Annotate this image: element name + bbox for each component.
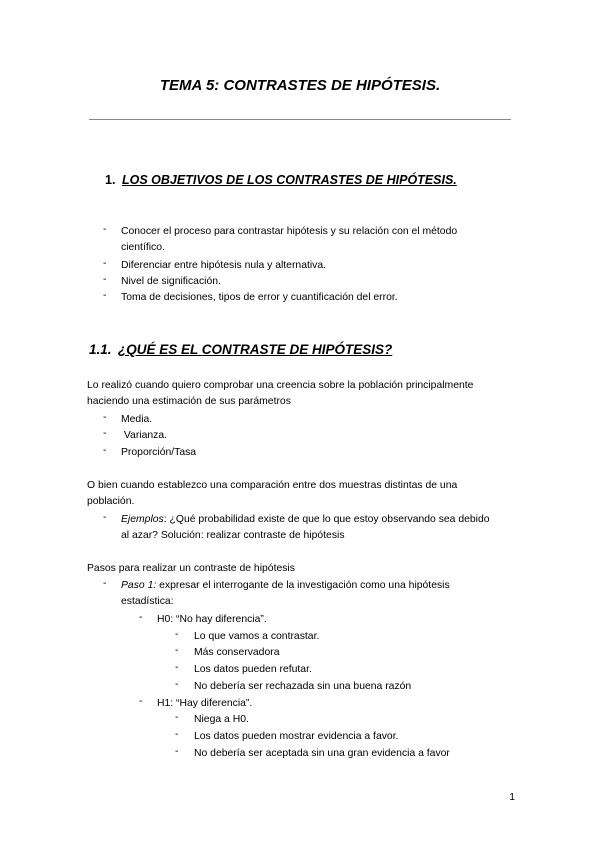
paragraph-2-line2: población. — [87, 496, 135, 507]
objective-item-1-line2: científico. — [121, 242, 165, 253]
h1-label: H1: “Hay diferencia”. — [157, 698, 253, 709]
h0-item: Más conservadora — [194, 647, 280, 658]
objective-item-1-line1: Conocer el proceso para contrastar hipótesis y su relación con el método — [121, 226, 458, 237]
section-1-1-title: ¿QUÉ ES EL CONTRASTE DE HIPÓTESIS? — [118, 342, 393, 357]
h1-item: No debería ser aceptada sin una gran evidencia a favor — [194, 748, 450, 759]
objective-item-2: Diferenciar entre hipótesis nula y alternativa. — [121, 260, 327, 271]
example-text-line1: : ¿Qué probabilidad existe de que lo que estoy observando sea debido — [163, 514, 490, 525]
bullet-dash: - — [175, 679, 179, 690]
objective-item-1 — [121, 224, 457, 256]
objective-item-4: Toma de decisiones, tipos de error y cuantificación del error. — [121, 292, 398, 303]
h0-item: Los datos pueden refutar. — [194, 664, 312, 675]
param-proporcion: Proporción/Tasa — [121, 447, 197, 458]
h1-item: Los datos pueden mostrar evidencia a favor. — [194, 731, 399, 742]
bullet-dash: - — [175, 629, 179, 640]
bullet-dash: - — [175, 729, 179, 740]
bullet-dash: - — [103, 258, 107, 269]
paragraph-1-line1: Lo realizó cuando quiero comprobar una creencia sobre la población principalmente — [87, 380, 474, 391]
paragraph-1-line2: haciendo una estimación de sus parámetros — [87, 396, 291, 407]
step-1-text-line1: expresar el interrogante de la investigación como una hipótesis — [156, 580, 450, 591]
bullet-dash: - — [103, 274, 107, 285]
bullet-dash: - — [175, 712, 179, 723]
bullet-dash: - — [139, 612, 143, 623]
section-1-1-number: 1.1. — [89, 342, 112, 357]
bullet-dash: - — [175, 746, 179, 757]
bullet-dash: - — [103, 445, 107, 456]
section-1-1-heading — [89, 342, 392, 357]
paragraph-2-line1: O bien cuando establezco una comparación entre dos muestras distintas de una — [87, 480, 458, 491]
bullet-dash: - — [139, 696, 143, 707]
bullet-dash: - — [103, 412, 107, 423]
title-divider — [89, 119, 511, 120]
steps-intro: Pasos para realizar un contraste de hipótesis — [87, 563, 295, 574]
step-1 — [121, 578, 450, 610]
bullet-dash: - — [103, 428, 107, 439]
section-1-number: 1. — [105, 173, 116, 187]
example-label: Ejemplos — [121, 514, 164, 525]
bullet-dash: - — [175, 662, 179, 673]
example-item — [121, 512, 490, 544]
paragraph-2 — [87, 478, 457, 510]
step-1-label: Paso 1: — [121, 580, 157, 591]
step-1-text-line2: estadística: — [121, 596, 174, 607]
page-title: TEMA 5: CONTRASTES DE HIPÓTESIS. — [159, 77, 441, 94]
objective-item-3: Nivel de significación. — [121, 276, 221, 287]
bullet-dash: - — [103, 224, 107, 235]
param-varianza: Varianza. — [121, 430, 168, 441]
h1-item: Niega a H0. — [194, 714, 249, 725]
h0-item: No debería ser rechazada sin una buena razón — [194, 681, 412, 692]
h0-item: Lo que vamos a contrastar. — [194, 631, 320, 642]
page-number: 1 — [509, 792, 515, 803]
param-media: Media. — [121, 414, 153, 425]
bullet-dash: - — [175, 645, 179, 656]
section-1-heading — [105, 173, 457, 187]
bullet-dash: - — [103, 290, 107, 301]
example-text-line2: al azar? Solución: realizar contraste de hipótesis — [121, 530, 345, 541]
bullet-dash: - — [103, 512, 107, 523]
h0-label: H0: “No hay diferencia”. — [157, 614, 267, 625]
section-1-title: LOS OBJETIVOS DE LOS CONTRASTES DE HIPÓTESIS. — [122, 173, 457, 187]
paragraph-1 — [87, 378, 473, 410]
bullet-dash: - — [103, 578, 107, 589]
